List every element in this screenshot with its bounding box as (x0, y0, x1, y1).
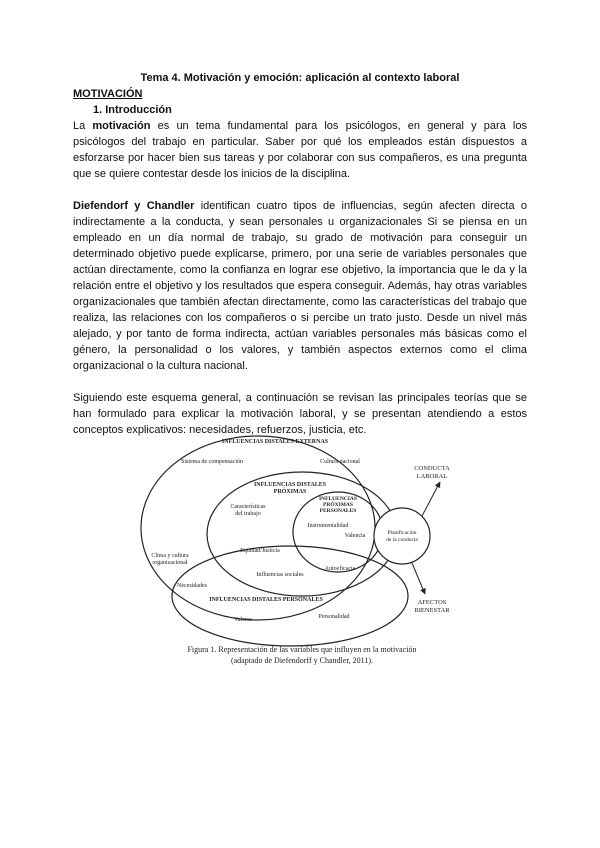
figure-caption-2: (adaptado de Diefendorff y Chandler, 2011). (230, 656, 374, 665)
proximal-title-1: INFLUENCIAS DISTALES (253, 482, 327, 488)
affects-label-1: AFECTOS (417, 599, 447, 606)
planning-circle (374, 508, 430, 564)
affects-label-2: BIENESTAR (414, 607, 450, 614)
external-title: INFLUENCIAS DISTALES EXTERNAS (221, 439, 329, 445)
distal-personal-title: INFLUENCIAS DISTALES PERSONALES (209, 597, 323, 603)
subsection-heading: 1. Introducción (93, 104, 172, 116)
conduct-label-1: CONDUCTA (414, 465, 450, 472)
spacer (73, 374, 527, 390)
section-heading: MOTIVACIÓN (73, 88, 143, 100)
paragraph-scheme: Siguiendo este esquema general, a continuación se revisan las principales teorías que se han formulado para explicar la motivación laboral, y se presentan atendiendo a estos conceptos explicativos: necesidades, refuerzos, justicia, etc. (73, 392, 527, 436)
job-chars-label-1: Características (230, 504, 266, 510)
intro-keyword: motivación (92, 120, 151, 132)
climate-label-1: Clima y cultura (151, 553, 189, 559)
job-chars-label-2: del trabajo (235, 511, 261, 517)
arrow-to-conduct (422, 482, 440, 516)
intro-lead: La (73, 120, 93, 132)
needs-label: Necesidades (177, 583, 207, 589)
national-culture-label: Cultura nacional (320, 459, 360, 465)
social-label: Influencias sociales (256, 572, 304, 578)
spacer (73, 182, 527, 198)
figure-diagram (140, 424, 460, 674)
planning-label-2: de la conducta (386, 537, 418, 543)
figure-caption-1: Figura 1. Representación de las variables que influyen en la motivación (187, 645, 417, 654)
document-body (73, 70, 527, 438)
personal-prox-title-1: INFLUENCIAS (319, 496, 357, 502)
personal-prox-title-2: PRÓXIMAS (323, 502, 353, 508)
values-label: Valores (234, 617, 252, 623)
influences-text: identifican cuatro tipos de influencias, según afecten directa o indirectamente a la conducta, y sean personales u organizacionales Si se piensa en un empleado en un día normal de trabajo, su grado de motivación para conseguir un determinado objetivo puede explicarse, primero, por una serie de variables personales que actúan directamente, como la confianza en lograr ese objetivo, la importancia que le da y la relación entre el objetivo y los resultados que espera conseguir. Además, hay otras variables organizacionales que también afectan directamente, como las características del trabajo que realiza, las relaciones con los compañeros o si percibe un trato justo. Desde un nivel más alejado, y por tanto de forma indirecta, actúan variables personales más básicas como el género, la personalidad o los valores, y también aspectos externos como el clima organizacional o la cultura nacional. (73, 200, 527, 372)
paragraph-influences (73, 198, 527, 374)
personal-prox-title-3: PERSONALES (319, 508, 357, 514)
personality-label: Personalidad (318, 614, 350, 620)
comp-system-label: Sistema de compensación (181, 459, 243, 465)
document-title: Tema 4. Motivación y emoción: aplicación al contexto laboral (140, 72, 460, 84)
arrow-to-affects (412, 563, 425, 594)
equity-label: Equidad/Justicia (240, 548, 280, 554)
valence-label: Valencia (344, 533, 366, 539)
self-efficacy-label: Autoeficacia (324, 566, 356, 572)
instrumentality-label: Instrumentalidad (307, 523, 349, 529)
motivation-figure (140, 424, 460, 674)
planning-label-1: Planificación (387, 530, 417, 536)
conduct-label-2: LABORAL (416, 473, 448, 480)
climate-label-2: organizacional (152, 560, 188, 566)
intro-text: es un tema fundamental para los psicólogos, en general y para los psicólogos del trabajo en particular. Saber por qué los empleados están dispuestos a esforzarse por hacer bien sus tareas y por colaborar con sus compañeros, es una pregunta que se quiere contestar desde los inicios de la disciplina. (73, 120, 527, 180)
authors: Diefendorf y Chandler (73, 200, 195, 212)
paragraph-intro (73, 118, 527, 182)
proximal-title-2: PRÓXIMAS (273, 489, 307, 495)
